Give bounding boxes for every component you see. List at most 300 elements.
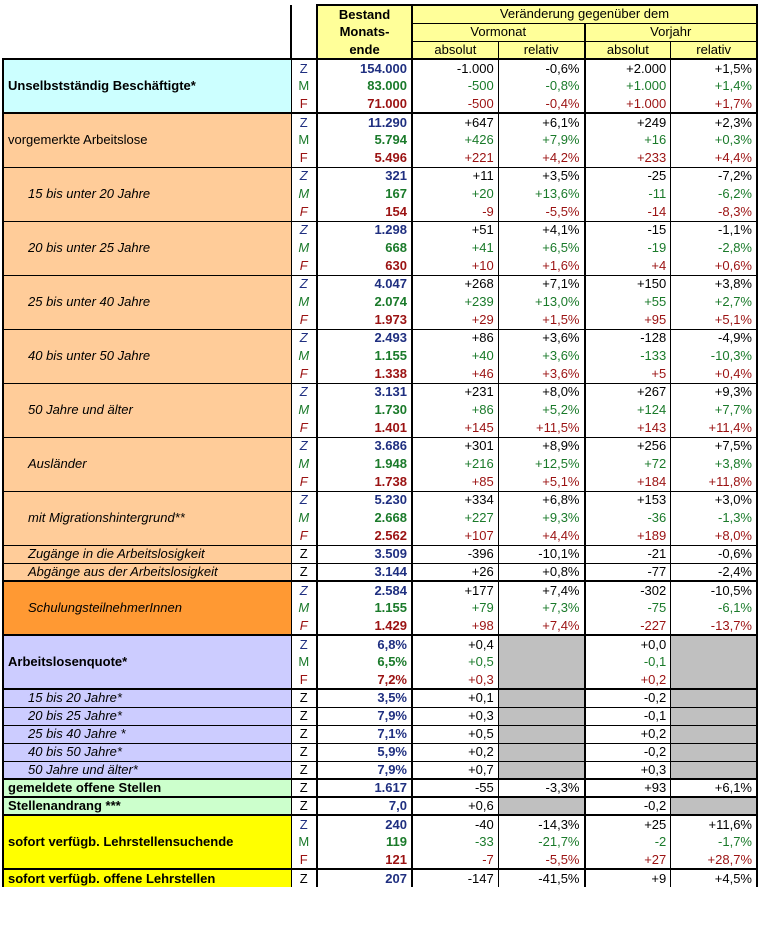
table-row <box>3 761 757 779</box>
sex-code: Z <box>291 59 317 77</box>
sex-code: Z <box>291 689 317 707</box>
bestand-value: 2.562 <box>317 527 412 545</box>
vorjahr-relativ: -13,7% <box>671 617 757 635</box>
vorjahr-relativ: -10,3% <box>671 347 757 365</box>
header-absolut-vm: absolut <box>412 41 498 59</box>
vormonat-relativ: +9,3% <box>498 509 584 527</box>
vormonat-absolut: -500 <box>412 77 498 95</box>
row-label: vorgemerkte Arbeitslose <box>3 113 291 167</box>
bestand-value: 5,9% <box>317 743 412 761</box>
vorjahr-absolut: +16 <box>585 131 671 149</box>
vorjahr-relativ: +28,7% <box>671 851 757 869</box>
bestand-value: 1.429 <box>317 617 412 635</box>
vorjahr-relativ: +1,5% <box>671 59 757 77</box>
vormonat-relativ: +7,3% <box>498 599 584 617</box>
sex-code: M <box>291 599 317 617</box>
vormonat-relativ: +3,6% <box>498 329 584 347</box>
vormonat-absolut: -9 <box>412 203 498 221</box>
vormonat-relativ: -0,6% <box>498 59 584 77</box>
sex-code: M <box>291 239 317 257</box>
vormonat-absolut: +177 <box>412 581 498 599</box>
bestand-value: 668 <box>317 239 412 257</box>
vorjahr-absolut: +27 <box>585 851 671 869</box>
vorjahr-relativ: +7,5% <box>671 437 757 455</box>
vormonat-absolut: -396 <box>412 545 498 563</box>
table-row <box>3 113 757 131</box>
vorjahr-absolut: -36 <box>585 509 671 527</box>
header-relativ-vj: relativ <box>671 41 757 59</box>
vorjahr-relativ: +1,7% <box>671 95 757 113</box>
row-label: 25 bis unter 40 Jahre <box>3 275 291 329</box>
table-row <box>3 869 757 887</box>
vorjahr-absolut: -11 <box>585 185 671 203</box>
vorjahr-absolut: -0,2 <box>585 743 671 761</box>
vormonat-relativ: +1,5% <box>498 311 584 329</box>
vormonat-relativ: +3,5% <box>498 167 584 185</box>
vorjahr-absolut: +93 <box>585 779 671 797</box>
vormonat-relativ: +4,2% <box>498 149 584 167</box>
sex-code: M <box>291 455 317 473</box>
vormonat-relativ: -41,5% <box>498 869 584 887</box>
row-label: 50 Jahre und älter <box>3 383 291 437</box>
vormonat-relativ: +7,9% <box>498 131 584 149</box>
table-row <box>3 563 757 581</box>
vorjahr-absolut: +124 <box>585 401 671 419</box>
sex-code: F <box>291 149 317 167</box>
vorjahr-absolut: -0,1 <box>585 653 671 671</box>
vormonat-absolut: +0,5 <box>412 653 498 671</box>
sex-code: Z <box>291 491 317 509</box>
header-row-2 <box>3 23 757 41</box>
vorjahr-relativ: -10,5% <box>671 581 757 599</box>
bestand-value: 2.668 <box>317 509 412 527</box>
vormonat-absolut: +0,2 <box>412 743 498 761</box>
vorjahr-relativ: +8,0% <box>671 527 757 545</box>
vorjahr-relativ: +11,6% <box>671 815 757 833</box>
vormonat-absolut: +301 <box>412 437 498 455</box>
bestand-value: 1.738 <box>317 473 412 491</box>
vormonat-relativ: -0,8% <box>498 77 584 95</box>
sex-code: Z <box>291 815 317 833</box>
vormonat-absolut: +51 <box>412 221 498 239</box>
vormonat-relativ: -14,3% <box>498 815 584 833</box>
header-veraenderung: Veränderung gegenüber dem <box>412 5 757 23</box>
vorjahr-relativ: +0,4% <box>671 365 757 383</box>
sex-code: Z <box>291 221 317 239</box>
bestand-value: 630 <box>317 257 412 275</box>
row-label: Unselbstständig Beschäftigte* <box>3 59 291 113</box>
vormonat-absolut: -7 <box>412 851 498 869</box>
vorjahr-relativ: +3,8% <box>671 455 757 473</box>
table-row <box>3 59 757 77</box>
bestand-value: 1.617 <box>317 779 412 797</box>
row-label: sofort verfügb. Lehrstellensuchende <box>3 815 291 869</box>
vorjahr-absolut: -25 <box>585 167 671 185</box>
bestand-value: 3.131 <box>317 383 412 401</box>
row-label: mit Migrationshintergrund** <box>3 491 291 545</box>
vormonat-absolut: +0,6 <box>412 797 498 815</box>
vormonat-relativ: +0,8% <box>498 563 584 581</box>
vorjahr-absolut: +249 <box>585 113 671 131</box>
table-row <box>3 815 757 833</box>
vorjahr-absolut: +95 <box>585 311 671 329</box>
vorjahr-relativ: +0,3% <box>671 131 757 149</box>
vorjahr-absolut: +55 <box>585 293 671 311</box>
vorjahr-relativ: -8,3% <box>671 203 757 221</box>
vorjahr-relativ: -1,7% <box>671 833 757 851</box>
bestand-value: 7,9% <box>317 761 412 779</box>
sex-code: Z <box>291 275 317 293</box>
row-label: Ausländer <box>3 437 291 491</box>
vormonat-relativ: -5,5% <box>498 203 584 221</box>
bestand-value: 3,5% <box>317 689 412 707</box>
sex-code: M <box>291 77 317 95</box>
vormonat-absolut: +0,1 <box>412 689 498 707</box>
vormonat-absolut: +221 <box>412 149 498 167</box>
vormonat-relativ: +13,0% <box>498 293 584 311</box>
vorjahr-absolut: -77 <box>585 563 671 581</box>
vorjahr-relativ: +3,8% <box>671 275 757 293</box>
vormonat-absolut: -500 <box>412 95 498 113</box>
header-ende: ende <box>317 41 412 59</box>
table-row <box>3 275 757 293</box>
bestand-value: 7,2% <box>317 671 412 689</box>
vorjahr-relativ: -2,4% <box>671 563 757 581</box>
vormonat-relativ <box>498 707 584 725</box>
vormonat-absolut: +426 <box>412 131 498 149</box>
vorjahr-absolut: +1.000 <box>585 77 671 95</box>
table-row <box>3 383 757 401</box>
vorjahr-relativ: -7,2% <box>671 167 757 185</box>
bestand-value: 5.794 <box>317 131 412 149</box>
vorjahr-relativ <box>671 797 757 815</box>
vormonat-absolut: +0,4 <box>412 635 498 653</box>
vorjahr-absolut: -2 <box>585 833 671 851</box>
vormonat-relativ: +11,5% <box>498 419 584 437</box>
vormonat-absolut: +0,3 <box>412 671 498 689</box>
vormonat-absolut: +227 <box>412 509 498 527</box>
vorjahr-relativ <box>671 689 757 707</box>
vormonat-absolut: +46 <box>412 365 498 383</box>
sex-code: F <box>291 257 317 275</box>
row-label: SchulungsteilnehmerInnen <box>3 581 291 635</box>
header-monats: Monats- <box>317 23 412 41</box>
vorjahr-absolut: +72 <box>585 455 671 473</box>
vormonat-absolut: +98 <box>412 617 498 635</box>
bestand-value: 1.401 <box>317 419 412 437</box>
table-row <box>3 437 757 455</box>
vorjahr-absolut: +184 <box>585 473 671 491</box>
table-row <box>3 545 757 563</box>
vormonat-relativ: +3,6% <box>498 365 584 383</box>
row-label: 50 Jahre und älter* <box>3 761 291 779</box>
vorjahr-relativ <box>671 653 757 671</box>
bestand-value: 207 <box>317 869 412 887</box>
bestand-value: 5.230 <box>317 491 412 509</box>
sex-code: Z <box>291 797 317 815</box>
table-row <box>3 221 757 239</box>
sex-code: M <box>291 185 317 203</box>
vorjahr-absolut: -0,1 <box>585 707 671 725</box>
vorjahr-relativ: +4,4% <box>671 149 757 167</box>
bestand-value: 83.000 <box>317 77 412 95</box>
vormonat-relativ: +3,6% <box>498 347 584 365</box>
bestand-value: 7,9% <box>317 707 412 725</box>
vormonat-absolut: +647 <box>412 113 498 131</box>
row-label: 20 bis 25 Jahre* <box>3 707 291 725</box>
bestand-value: 154 <box>317 203 412 221</box>
vorjahr-absolut: -75 <box>585 599 671 617</box>
sex-code: Z <box>291 707 317 725</box>
table-row <box>3 581 757 599</box>
vorjahr-absolut: +2.000 <box>585 59 671 77</box>
vormonat-relativ: +4,4% <box>498 527 584 545</box>
sex-code: F <box>291 311 317 329</box>
bestand-value: 5.496 <box>317 149 412 167</box>
vormonat-relativ: +7,1% <box>498 275 584 293</box>
vormonat-absolut: +86 <box>412 401 498 419</box>
row-label: 40 bis unter 50 Jahre <box>3 329 291 383</box>
table-row <box>3 635 757 653</box>
row-label: 40 bis 50 Jahre* <box>3 743 291 761</box>
header-row-3 <box>3 41 757 59</box>
vormonat-absolut: -147 <box>412 869 498 887</box>
header-vorjahr: Vorjahr <box>585 23 758 41</box>
header-bestand: Bestand <box>317 5 412 23</box>
vorjahr-absolut: -0,2 <box>585 797 671 815</box>
bestand-value: 3.686 <box>317 437 412 455</box>
bestand-value: 7,1% <box>317 725 412 743</box>
header-absolut-vj: absolut <box>585 41 671 59</box>
vorjahr-relativ: +1,4% <box>671 77 757 95</box>
header-vormonat: Vormonat <box>412 23 585 41</box>
vorjahr-relativ: +2,7% <box>671 293 757 311</box>
vormonat-relativ: +5,1% <box>498 473 584 491</box>
vormonat-absolut: +10 <box>412 257 498 275</box>
vormonat-absolut: -55 <box>412 779 498 797</box>
vormonat-absolut: -1.000 <box>412 59 498 77</box>
bestand-value: 6,8% <box>317 635 412 653</box>
table-row <box>3 491 757 509</box>
vorjahr-relativ: -0,6% <box>671 545 757 563</box>
sex-code: Z <box>291 437 317 455</box>
bestand-value: 3.509 <box>317 545 412 563</box>
bestand-value: 167 <box>317 185 412 203</box>
vormonat-relativ <box>498 653 584 671</box>
sex-code: Z <box>291 545 317 563</box>
vorjahr-relativ: +4,5% <box>671 869 757 887</box>
table-row <box>3 707 757 725</box>
vorjahr-relativ <box>671 743 757 761</box>
row-label: sofort verfügb. offene Lehrstellen <box>3 869 291 887</box>
bestand-value: 1.730 <box>317 401 412 419</box>
vormonat-absolut: +0,5 <box>412 725 498 743</box>
bestand-value: 2.584 <box>317 581 412 599</box>
vorjahr-absolut: +4 <box>585 257 671 275</box>
sex-code: M <box>291 131 317 149</box>
table-row <box>3 743 757 761</box>
vormonat-relativ: +7,4% <box>498 617 584 635</box>
vorjahr-relativ: +5,1% <box>671 311 757 329</box>
bestand-value: 1.948 <box>317 455 412 473</box>
vorjahr-relativ: -2,8% <box>671 239 757 257</box>
vorjahr-absolut: +143 <box>585 419 671 437</box>
vormonat-relativ <box>498 725 584 743</box>
sex-code: Z <box>291 869 317 887</box>
vormonat-absolut: +79 <box>412 599 498 617</box>
row-label: 20 bis unter 25 Jahre <box>3 221 291 275</box>
bestand-value: 1.155 <box>317 347 412 365</box>
vormonat-relativ: +13,6% <box>498 185 584 203</box>
vorjahr-relativ: +11,8% <box>671 473 757 491</box>
vorjahr-relativ: +9,3% <box>671 383 757 401</box>
vormonat-relativ: +4,1% <box>498 221 584 239</box>
sex-code: F <box>291 851 317 869</box>
vormonat-relativ: +6,8% <box>498 491 584 509</box>
bestand-value: 1.973 <box>317 311 412 329</box>
bestand-value: 1.298 <box>317 221 412 239</box>
vorjahr-relativ <box>671 725 757 743</box>
vorjahr-relativ: +3,0% <box>671 491 757 509</box>
row-label: 25 bis 40 Jahre * <box>3 725 291 743</box>
table-row <box>3 167 757 185</box>
vormonat-absolut: +145 <box>412 419 498 437</box>
vormonat-relativ: -21,7% <box>498 833 584 851</box>
sex-code: Z <box>291 761 317 779</box>
vormonat-relativ <box>498 797 584 815</box>
table-row <box>3 779 757 797</box>
vorjahr-relativ <box>671 761 757 779</box>
bestand-value: 121 <box>317 851 412 869</box>
vorjahr-relativ: +11,4% <box>671 419 757 437</box>
table-row <box>3 725 757 743</box>
vormonat-relativ <box>498 635 584 653</box>
vormonat-absolut: +0,7 <box>412 761 498 779</box>
vorjahr-relativ: -1,3% <box>671 509 757 527</box>
vorjahr-absolut: +1.000 <box>585 95 671 113</box>
vorjahr-relativ: -6,2% <box>671 185 757 203</box>
vorjahr-relativ <box>671 635 757 653</box>
vorjahr-absolut: +0,2 <box>585 671 671 689</box>
row-label: Abgänge aus der Arbeitslosigkeit <box>3 563 291 581</box>
vorjahr-relativ: +2,3% <box>671 113 757 131</box>
vormonat-relativ: +8,0% <box>498 383 584 401</box>
vormonat-absolut: +85 <box>412 473 498 491</box>
bestand-value: 154.000 <box>317 59 412 77</box>
sex-code: Z <box>291 581 317 599</box>
vormonat-absolut: -40 <box>412 815 498 833</box>
vorjahr-absolut: +150 <box>585 275 671 293</box>
vorjahr-relativ: +7,7% <box>671 401 757 419</box>
vorjahr-absolut: -15 <box>585 221 671 239</box>
vorjahr-absolut: +9 <box>585 869 671 887</box>
vorjahr-relativ: +6,1% <box>671 779 757 797</box>
vormonat-absolut: +231 <box>412 383 498 401</box>
vormonat-relativ: +1,6% <box>498 257 584 275</box>
vorjahr-absolut: -14 <box>585 203 671 221</box>
table-row <box>3 689 757 707</box>
vormonat-relativ: +5,2% <box>498 401 584 419</box>
vormonat-relativ <box>498 689 584 707</box>
sex-code: Z <box>291 383 317 401</box>
vorjahr-absolut: +0,2 <box>585 725 671 743</box>
vormonat-absolut: +86 <box>412 329 498 347</box>
vormonat-relativ: -3,3% <box>498 779 584 797</box>
bestand-value: 321 <box>317 167 412 185</box>
table-row <box>3 329 757 347</box>
vorjahr-absolut: +0,0 <box>585 635 671 653</box>
vorjahr-relativ <box>671 707 757 725</box>
vormonat-relativ: +6,1% <box>498 113 584 131</box>
row-label: Stellenandrang *** <box>3 797 291 815</box>
bestand-value: 7,0 <box>317 797 412 815</box>
vormonat-absolut: +268 <box>412 275 498 293</box>
header-relativ-vm: relativ <box>498 41 584 59</box>
vormonat-absolut: -33 <box>412 833 498 851</box>
vormonat-absolut: +334 <box>412 491 498 509</box>
sex-code: Z <box>291 743 317 761</box>
bestand-value: 2.074 <box>317 293 412 311</box>
sex-code: M <box>291 653 317 671</box>
vorjahr-absolut: -227 <box>585 617 671 635</box>
sex-code: F <box>291 617 317 635</box>
vormonat-absolut: +40 <box>412 347 498 365</box>
vormonat-absolut: +20 <box>412 185 498 203</box>
vormonat-absolut: +216 <box>412 455 498 473</box>
bestand-value: 3.144 <box>317 563 412 581</box>
vormonat-absolut: +107 <box>412 527 498 545</box>
bestand-value: 1.338 <box>317 365 412 383</box>
vorjahr-absolut: +256 <box>585 437 671 455</box>
vormonat-relativ: -0,4% <box>498 95 584 113</box>
sex-code: F <box>291 95 317 113</box>
vorjahr-relativ: -6,1% <box>671 599 757 617</box>
vormonat-relativ: -5,5% <box>498 851 584 869</box>
vormonat-relativ: +6,5% <box>498 239 584 257</box>
vormonat-absolut: +239 <box>412 293 498 311</box>
vorjahr-absolut: +5 <box>585 365 671 383</box>
vorjahr-relativ: +0,6% <box>671 257 757 275</box>
vormonat-relativ: +7,4% <box>498 581 584 599</box>
vorjahr-absolut: -19 <box>585 239 671 257</box>
bestand-value: 119 <box>317 833 412 851</box>
statistics-table <box>2 4 758 887</box>
vorjahr-absolut: +267 <box>585 383 671 401</box>
sex-code: Z <box>291 563 317 581</box>
row-label: gemeldete offene Stellen <box>3 779 291 797</box>
sex-code: M <box>291 401 317 419</box>
vorjahr-absolut: +233 <box>585 149 671 167</box>
vorjahr-absolut: -128 <box>585 329 671 347</box>
vorjahr-relativ: -1,1% <box>671 221 757 239</box>
bestand-value: 4.047 <box>317 275 412 293</box>
sex-code: F <box>291 527 317 545</box>
row-label: 15 bis 20 Jahre* <box>3 689 291 707</box>
vormonat-relativ: -10,1% <box>498 545 584 563</box>
vormonat-absolut: +11 <box>412 167 498 185</box>
table-row <box>3 797 757 815</box>
vormonat-relativ: +12,5% <box>498 455 584 473</box>
header-row-1 <box>3 5 757 23</box>
vorjahr-relativ: -4,9% <box>671 329 757 347</box>
sex-code: M <box>291 509 317 527</box>
sex-code: Z <box>291 113 317 131</box>
vorjahr-absolut: -133 <box>585 347 671 365</box>
vorjahr-absolut: -21 <box>585 545 671 563</box>
row-label: 15 bis unter 20 Jahre <box>3 167 291 221</box>
vorjahr-relativ <box>671 671 757 689</box>
vormonat-absolut: +41 <box>412 239 498 257</box>
